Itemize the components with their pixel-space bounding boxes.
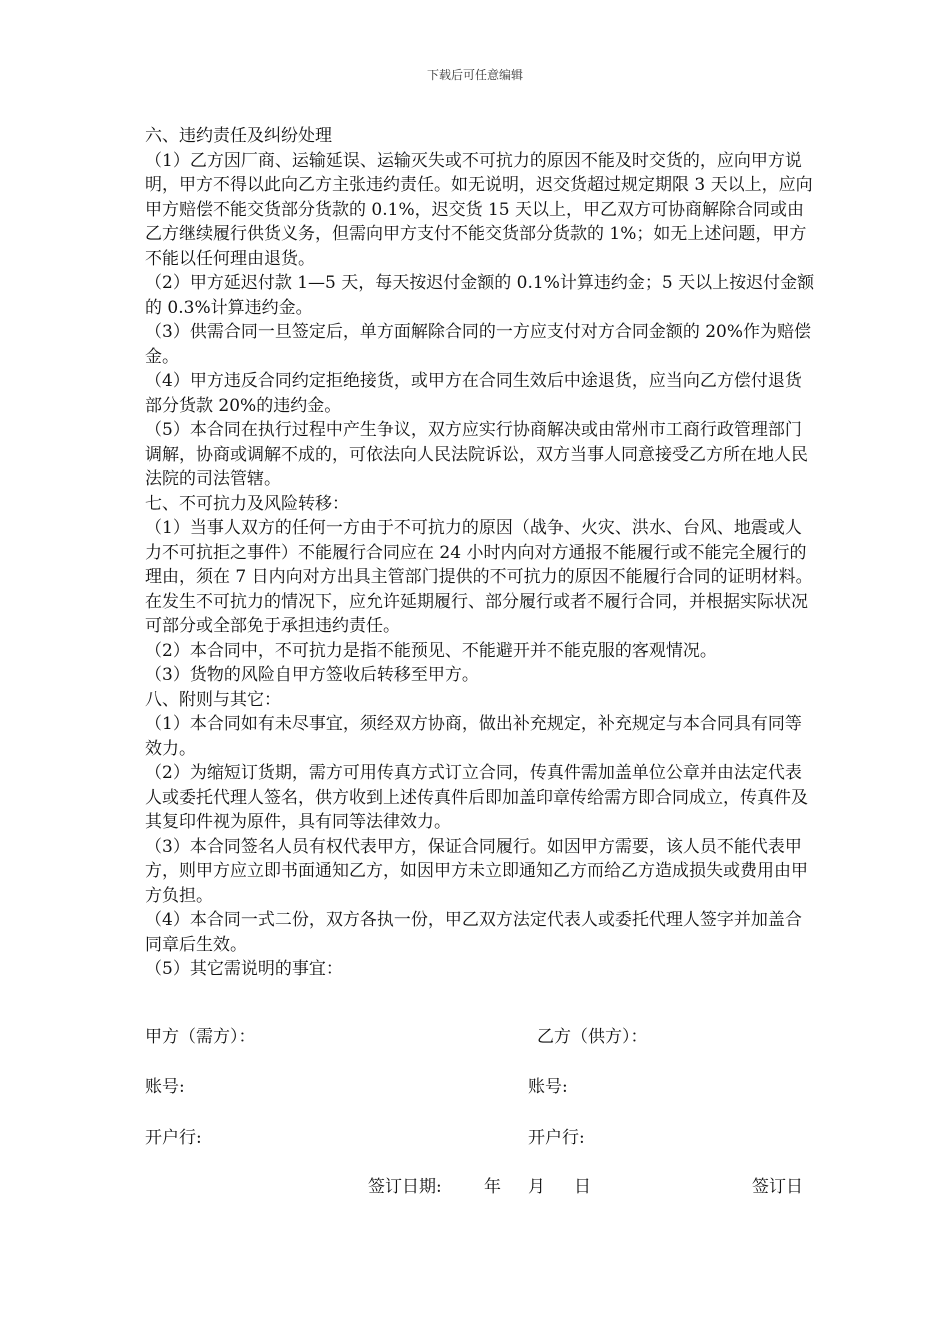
clause-paragraph: （3）本合同签名人员有权代表甲方，保证合同履行。如因甲方需要，该人员不能代表甲方，则甲方应立即书面通知乙方，如因甲方未立即通知乙方而给乙方造成损失或费用由甲方负担。 [145, 836, 808, 906]
contract-body [145, 124, 815, 982]
sign-date-label: 签订日期: [368, 1177, 442, 1197]
clause-paragraph: （1）当事人双方的任何一方由于不可抗力的原因（战争、火灾、洪水、台风、地震或人力不可抗拒之事件）不能履行合同应在 24 小时内向对方通报不能履行或不能完全履行的理由，须在 7 日内向对方出具主管部门提供的不可抗力的原因不能履行合同的证明材料。在发生不可抗力的情况下，应允许延期履行、部分履行或者不履行合同，并根据实际状况可部分或全部免于承担违约责任。 [145, 518, 813, 636]
party-a-label: 甲方（需方）： [145, 1027, 256, 1047]
clause-paragraph: （2）为缩短订货期，需方可用传真方式订立合同，传真件需加盖单位公章并由法定代表人或委托代理人签名，供方收到上述传真件后即加盖印章传给需方即合同成立，传真件及其复印件视为原件，具有同等法律效力。 [145, 763, 808, 832]
account-a-label: 账号: [145, 1077, 185, 1097]
bank-a-label: 开户行: [145, 1128, 202, 1148]
clause-paragraph: （2）甲方延迟付款 1—5 天，每天按迟付金额的 0.1%计算违约金；5 天以上按迟付金额的 0.3%计算违约金。 [145, 273, 815, 318]
clause-paragraph: （1）乙方因厂商、运输延误、运输灭失或不可抗力的原因不能及时交货的，应向甲方说明，甲方不得以此向乙方主张违约责任。如无说明，迟交货超过规定期限 3 天以上，应向甲方赔偿不能交货部分货款的 0.1%，迟交货 15 天以上，甲乙双方可协商解除合同或由乙方继续履行供货义务，但需向甲方支付不能交货部分货款的 1%；如无上述问题，甲方不能以任何理由退货。 [145, 150, 813, 269]
sign-date-right: 签订日 [752, 1177, 803, 1197]
section-heading: 六、违约责任及纠纷处理 [145, 126, 332, 146]
account-b-label: 账号: [528, 1077, 568, 1097]
clause-paragraph: （3）供需合同一旦签定后，单方面解除合同的一方应支付对方合同金额的 20%作为赔偿金。 [145, 322, 812, 367]
section-heading: 七、不可抗力及风险转移： [145, 493, 349, 514]
section-heading: 八、附则与其它： [145, 689, 281, 710]
clause-paragraph: （4）本合同一式二份，双方各执一份，甲乙双方法定代表人或委托代理人签字并加盖合同章后生效。 [145, 910, 802, 955]
sign-date-year: 年 [484, 1177, 501, 1197]
clause-paragraph: （5）其它需说明的事宜： [145, 959, 343, 979]
party-b-label: 乙方（供方）： [537, 1027, 648, 1047]
clause-paragraph: （5）本合同在执行过程中产生争议，双方应实行协商解决或由常州市工商行政管理部门调解，协商或调解不成的，可依法向人民法院诉讼，双方当事人同意接受乙方所在地人民法院的司法管辖。 [145, 420, 808, 489]
sign-date-day: 日 [574, 1177, 591, 1197]
clause-paragraph: （2）本合同中，不可抗力是指不能预见、不能避开并不能克服的客观情况。 [145, 640, 717, 661]
header-note: 下载后可任意编辑 [426, 68, 523, 82]
clause-paragraph: （4）甲方违反合同约定拒绝接货，或甲方在合同生效后中途退货，应当向乙方偿付退货部分货款 20%的违约金。 [145, 371, 802, 416]
sign-date-month: 月 [528, 1177, 545, 1197]
bank-b-label: 开户行: [528, 1128, 585, 1148]
clause-paragraph: （3）货物的风险自甲方签收后转移至甲方。 [145, 665, 479, 685]
clause-paragraph: （1）本合同如有未尽事宜，须经双方协商，做出补充规定，补充规定与本合同具有同等效力。 [145, 714, 802, 759]
